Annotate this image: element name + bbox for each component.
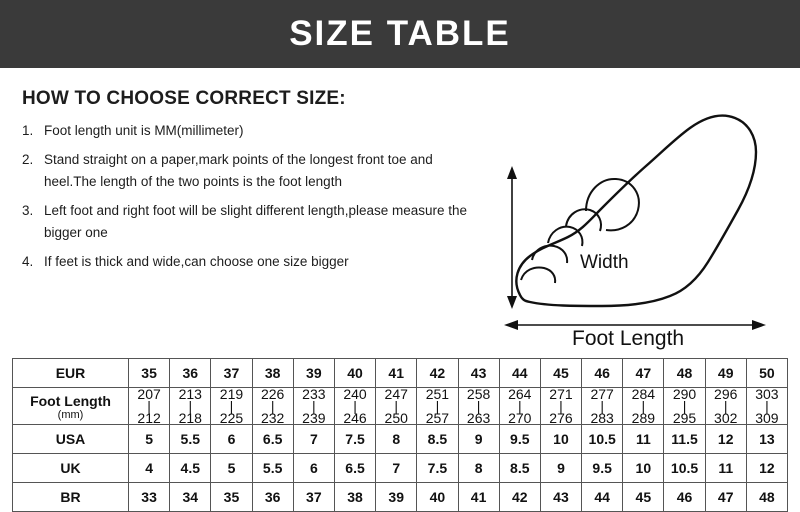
cell-min: 247	[384, 386, 408, 402]
cell: 5.5	[252, 454, 293, 483]
cell: 38	[334, 483, 375, 512]
table-row	[13, 359, 788, 388]
cell-min: 284	[631, 386, 656, 402]
cell: 7.5	[417, 454, 458, 483]
cell	[582, 388, 623, 425]
list-item	[22, 200, 482, 244]
cell: 4	[129, 454, 170, 483]
cell-dash: |	[394, 398, 399, 414]
cell-min: 251	[425, 386, 450, 402]
cell-max: 295	[672, 410, 697, 426]
cell: 7	[376, 454, 417, 483]
row-label: Foot Length	[30, 392, 111, 409]
cell-dash: |	[682, 398, 687, 414]
cell: 42	[417, 359, 458, 388]
cell-dash: |	[517, 398, 522, 414]
cell	[746, 388, 787, 425]
cell: 35	[211, 483, 252, 512]
cell: 44	[499, 359, 540, 388]
cell-dash: |	[147, 398, 151, 414]
cell-min: 271	[549, 386, 573, 402]
cell-dash: |	[435, 398, 440, 414]
cell-max: 309	[755, 410, 779, 426]
cell	[458, 388, 499, 425]
step-text: Foot length unit is MM(millimeter)	[44, 123, 244, 138]
row-header-br	[13, 483, 129, 512]
list-item	[22, 120, 482, 142]
cell-dash: |	[188, 398, 193, 414]
cell: 8.5	[417, 425, 458, 454]
cell: 45	[623, 483, 664, 512]
cell-max: 302	[714, 410, 738, 426]
cell	[293, 388, 334, 425]
list-item	[22, 149, 482, 193]
cell: 7	[293, 425, 334, 454]
cell-max: 212	[137, 410, 161, 426]
row-header-uk	[13, 454, 129, 483]
row-label: USA	[55, 431, 86, 447]
cell-max: 263	[466, 410, 491, 426]
cell: 12	[746, 454, 787, 483]
cell: 5.5	[170, 425, 211, 454]
cell-dash: |	[559, 398, 563, 414]
cell: 47	[623, 359, 664, 388]
cell: 41	[458, 483, 499, 512]
cell: 38	[252, 359, 293, 388]
cell-min: 290	[672, 386, 697, 402]
page-title: SIZE TABLE	[289, 14, 511, 53]
cell: 9.5	[582, 454, 623, 483]
cell: 11	[705, 454, 746, 483]
step-text: If feet is thick and wide,can choose one size bigger	[44, 254, 349, 269]
cell: 48	[664, 359, 705, 388]
cell: 6.5	[252, 425, 293, 454]
cell-min: 303	[755, 386, 779, 402]
cell: 10.5	[664, 454, 705, 483]
cell: 46	[582, 359, 623, 388]
cell: 8	[376, 425, 417, 454]
cell: 5	[211, 454, 252, 483]
table-row	[13, 483, 788, 512]
cell-min: 277	[590, 386, 614, 402]
cell: 41	[376, 359, 417, 388]
cell-min: 233	[302, 386, 326, 402]
cell-max: 250	[384, 410, 408, 426]
cell: 43	[458, 359, 499, 388]
cell-min: 296	[714, 386, 738, 402]
cell	[334, 388, 375, 425]
cell-max: 225	[219, 410, 244, 426]
cell-dash: |	[353, 398, 357, 414]
cell: 43	[540, 483, 581, 512]
cell: 40	[417, 483, 458, 512]
cell: 39	[293, 359, 334, 388]
cell: 13	[746, 425, 787, 454]
cell: 37	[293, 483, 334, 512]
cell: 6.5	[334, 454, 375, 483]
cell-min: 258	[466, 386, 491, 402]
cell	[170, 388, 211, 425]
cell-dash: |	[765, 398, 769, 414]
row-label: BR	[60, 489, 81, 505]
cell: 40	[334, 359, 375, 388]
cell-max: 257	[425, 410, 450, 426]
cell: 39	[376, 483, 417, 512]
cell: 4.5	[170, 454, 211, 483]
row-header-usa	[13, 425, 129, 454]
cell	[623, 388, 664, 425]
length-label: Foot Length	[572, 327, 685, 350]
table-row	[13, 454, 788, 483]
cell-max: 270	[508, 410, 532, 426]
cell: 33	[129, 483, 170, 512]
row-header-foot-length	[13, 388, 129, 425]
step-number: 3.	[22, 203, 34, 218]
instructions-title: HOW TO CHOOSE CORRECT SIZE:	[22, 88, 346, 109]
row-unit: (mm)	[57, 408, 84, 421]
list-item	[22, 251, 482, 273]
table-row	[13, 425, 788, 454]
cell: 8	[458, 454, 499, 483]
cell: 42	[499, 483, 540, 512]
cell: 37	[211, 359, 252, 388]
cell: 5	[129, 425, 170, 454]
cell-max: 283	[590, 410, 614, 426]
cell-dash: |	[476, 398, 481, 414]
cell: 10.5	[582, 425, 623, 454]
row-label: UK	[60, 460, 81, 476]
cell: 50	[746, 359, 787, 388]
cell-max: 276	[549, 410, 573, 426]
cell: 12	[705, 425, 746, 454]
step-text: Left foot and right foot will be slight different length,please measure the bigger one	[44, 203, 468, 240]
cell	[499, 388, 540, 425]
step-text: Stand straight on a paper,mark points of the longest front toe and heel.The length of the two points is the foot length	[44, 152, 433, 189]
cell-min: 226	[260, 386, 285, 402]
cell-max: 218	[178, 410, 202, 426]
step-number: 2.	[22, 152, 34, 167]
instructions-list	[22, 120, 482, 280]
cell-dash: |	[312, 398, 316, 414]
cell	[705, 388, 746, 425]
cell: 44	[582, 483, 623, 512]
cell	[376, 388, 417, 425]
cell-dash: |	[270, 398, 275, 414]
cell	[664, 388, 705, 425]
cell	[417, 388, 458, 425]
cell: 36	[170, 359, 211, 388]
size-table-wrapper	[12, 358, 788, 512]
cell-max: 246	[343, 410, 367, 426]
cell: 45	[540, 359, 581, 388]
cell	[211, 388, 252, 425]
cell: 9	[540, 454, 581, 483]
size-table	[12, 358, 788, 512]
cell-min: 240	[343, 386, 367, 402]
cell: 49	[705, 359, 746, 388]
cell: 11	[623, 425, 664, 454]
cell-min: 264	[508, 386, 532, 402]
cell: 11.5	[664, 425, 705, 454]
cell-min: 219	[219, 386, 244, 402]
cell: 35	[129, 359, 170, 388]
cell: 9	[458, 425, 499, 454]
cell: 46	[664, 483, 705, 512]
cell: 34	[170, 483, 211, 512]
cell-max: 232	[260, 410, 285, 426]
table-row	[13, 388, 788, 425]
step-number: 4.	[22, 254, 34, 269]
cell: 6	[293, 454, 334, 483]
cell: 8.5	[499, 454, 540, 483]
cell-max: 239	[302, 410, 326, 426]
cell	[540, 388, 581, 425]
cell: 6	[211, 425, 252, 454]
cell-dash: |	[229, 398, 234, 414]
cell: 47	[705, 483, 746, 512]
cell: 7.5	[334, 425, 375, 454]
row-header-eur	[13, 359, 129, 388]
cell: 9.5	[499, 425, 540, 454]
width-label: Width	[580, 252, 629, 273]
cell: 10	[540, 425, 581, 454]
cell-min: 213	[178, 386, 202, 402]
cell	[129, 388, 170, 425]
row-label: EUR	[55, 365, 86, 381]
cell-dash: |	[600, 398, 604, 414]
foot-diagram	[490, 80, 790, 350]
cell-dash: |	[641, 398, 646, 414]
cell: 10	[623, 454, 664, 483]
cell-max: 289	[631, 410, 656, 426]
cell	[252, 388, 293, 425]
cell: 48	[746, 483, 787, 512]
cell-min: 207	[137, 386, 161, 402]
cell: 36	[252, 483, 293, 512]
step-number: 1.	[22, 123, 34, 138]
header-bar	[0, 0, 800, 68]
cell-dash: |	[723, 398, 728, 414]
